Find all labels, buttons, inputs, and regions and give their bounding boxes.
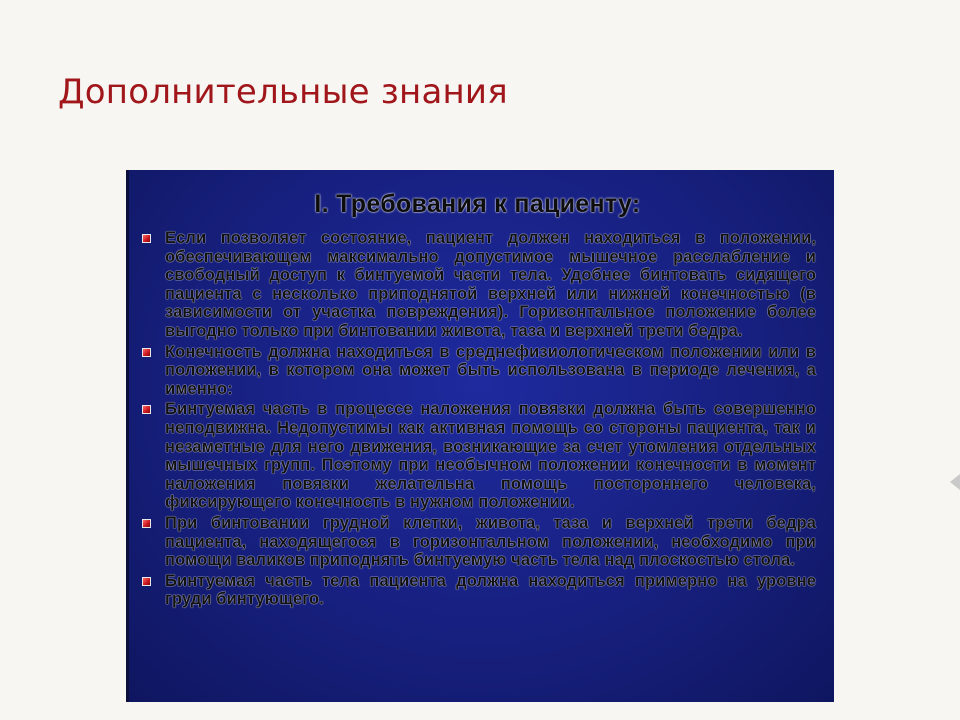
square-bullet-icon bbox=[142, 234, 151, 243]
square-bullet-icon bbox=[142, 577, 151, 586]
list-item-text: Бинтуемая часть в процессе наложения повязки должна быть совершенно неподвижна. Недопустимы как активная помощь со стороны пациента, так и незаметные для него движения, возникающие за счет утомления отдельных мышечных групп. Поэтому при необычном положении конечности в момент наложения повязки желательна помощь постороннего человека, фиксирующего конечность в нужном положении. bbox=[165, 400, 816, 512]
slide-title: Дополнительные знания bbox=[58, 72, 508, 112]
requirements-list bbox=[139, 229, 816, 609]
square-bullet-icon bbox=[142, 348, 151, 357]
square-bullet-icon bbox=[142, 405, 151, 414]
list-item bbox=[139, 400, 816, 512]
list-item-text: Если позволяет состояние, пациент должен находиться в положении, обеспечивающем максимально допустимое мышечное расслабление и свободный доступ к бинтуемой части тела. Удобнее бинтовать сидящего пациента с несколько приподнятой верхней или нижней конечностью (в зависимости от участка повреждения). Горизонтальное положение более выгодно только при бинтовании живота, таза и верхней трети бедра. bbox=[165, 229, 816, 340]
list-item-text: При бинтовании грудной клетки, живота, таза и верхней трети бедра пациента, находящегося в горизонтальном положении, необходимо при помощи валиков приподнять бинтуемую часть тела над плоскостью стола. bbox=[165, 513, 816, 570]
list-item bbox=[139, 514, 816, 570]
list-item bbox=[139, 229, 816, 341]
requirements-panel bbox=[126, 170, 834, 702]
panel-heading: I. Требования к пациенту: bbox=[314, 190, 641, 218]
list-item-text: Конечность должна находиться в среднефизиологическом положении или в положении, в котором она может быть использована в периоде лечения, а именно: bbox=[165, 342, 816, 398]
square-bullet-icon bbox=[142, 519, 151, 528]
list-item-text: Бинтуемая часть тела пациента должна находиться примерно на уровне груди бинтующего. bbox=[165, 571, 816, 609]
list-item bbox=[139, 343, 816, 399]
decorative-arrow-icon bbox=[950, 474, 960, 490]
list-item bbox=[139, 572, 816, 609]
